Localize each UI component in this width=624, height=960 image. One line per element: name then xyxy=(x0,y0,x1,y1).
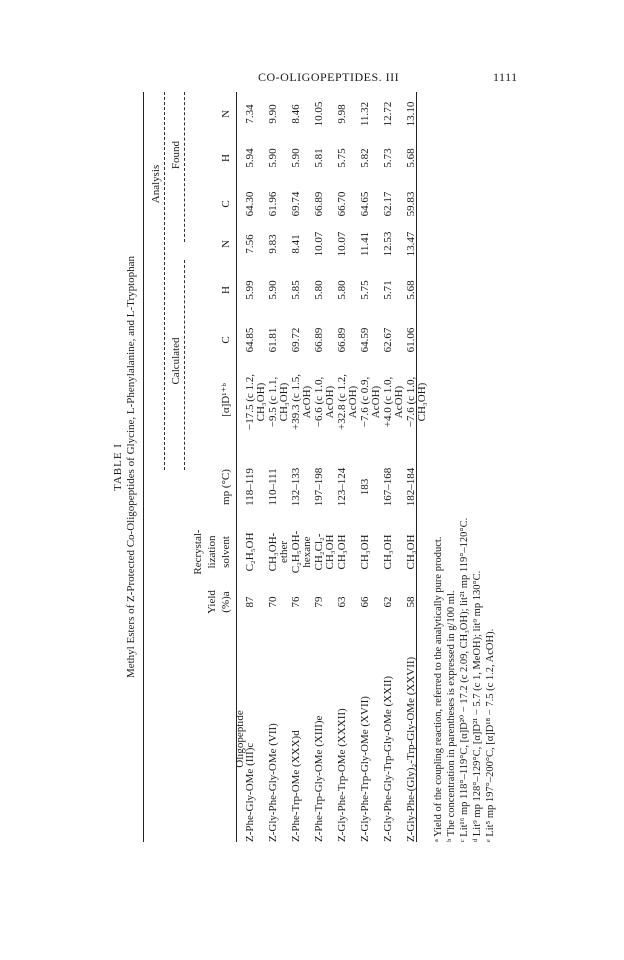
header-found-h: H xyxy=(220,154,232,162)
rule-found xyxy=(184,92,185,242)
rule-header xyxy=(236,92,237,842)
cell-rotation: CH₃OH) xyxy=(278,382,290,422)
cell-calc-n: 12.53 xyxy=(382,231,394,257)
cell-found-h: 5.94 xyxy=(244,148,256,168)
header-recryst-1: Recrystal- xyxy=(192,529,204,575)
cell-found-n: 9.90 xyxy=(267,104,279,124)
header-calculated: Calculated xyxy=(170,337,182,385)
cell-rotation: AcOH) xyxy=(347,385,359,419)
footnote-e: ᵉ Lit⁵ mp 197°–200°C, [α]D¹⁸ − 7.5 (c 1.2, AcOH). xyxy=(485,628,496,842)
cell-mp: 183 xyxy=(359,478,371,496)
footnote-b: ᵇ The concentration in parentheses is expressed in g/100 ml. xyxy=(446,590,457,842)
rule-top xyxy=(143,92,144,842)
cell-mp: 167–168 xyxy=(382,467,394,507)
cell-found-c: 66.70 xyxy=(336,191,348,217)
cell-yield: 63 xyxy=(336,596,348,608)
cell-calc-c: 61.81 xyxy=(267,327,279,353)
cell-rotation: +32.8 (c 1.2, xyxy=(336,374,348,430)
cell-solvent: C₂H₅OH- xyxy=(290,530,302,574)
cell-found-h: 5.73 xyxy=(382,148,394,168)
header-recryst-2: lization xyxy=(206,535,218,569)
oligopeptide-name: Z-Phe-Trp-Gly-OMe (XIII)e xyxy=(313,715,325,842)
footnote-a: ᵃ Yield of the coupling reaction, referred to the analytically pure product. xyxy=(433,536,444,842)
rotated-table xyxy=(112,92,552,842)
cell-solvent: CH₃OH xyxy=(382,534,394,570)
running-head xyxy=(0,70,624,90)
cell-calc-n: 8.41 xyxy=(290,234,302,254)
table-label: TABLE I xyxy=(112,443,124,491)
oligopeptide-name: Z-Gly-Phe-Gly-OMe (VII) xyxy=(267,723,279,842)
cell-found-h: 5.75 xyxy=(336,148,348,168)
cell-yield: 70 xyxy=(267,596,279,608)
cell-mp: 132–133 xyxy=(290,467,302,507)
header-rotation: [α]D¹⁺ᵇ xyxy=(220,383,232,417)
header-found-c: C xyxy=(220,200,232,208)
cell-found-c: 59.83 xyxy=(405,191,417,217)
cell-solvent: CH₃OH xyxy=(336,534,348,570)
cell-found-c: 69.74 xyxy=(290,191,302,217)
cell-rotation: +39.3 (c 1.5, xyxy=(290,374,302,430)
cell-mp: 197–198 xyxy=(313,467,325,507)
cell-calc-c: 66.89 xyxy=(313,327,325,353)
cell-calc-n: 10.07 xyxy=(336,231,348,257)
cell-calc-n: 11.41 xyxy=(359,231,371,257)
cell-found-n: 10.05 xyxy=(313,101,325,127)
header-found: Found xyxy=(170,140,182,170)
cell-found-h: 5.68 xyxy=(405,148,417,168)
oligopeptide-name: Z-Phe-Trp-OMe (XXX)d xyxy=(290,730,302,842)
cell-yield: 66 xyxy=(359,596,371,608)
oligopeptide-name: Z-Gly-Phe-Trp-OMe (XXXII) xyxy=(336,708,348,842)
header-mp: mp (°C) xyxy=(220,469,232,505)
cell-rotation: −9.5 (c 1.1, xyxy=(267,376,279,428)
cell-calc-h: 5.75 xyxy=(359,280,371,300)
cell-calc-n: 7.56 xyxy=(244,234,256,254)
cell-calc-h: 5.80 xyxy=(336,280,348,300)
header-calc-h: H xyxy=(220,286,232,294)
cell-calc-c: 61.06 xyxy=(405,327,417,353)
cell-rotation: CH₃OH) xyxy=(255,382,267,422)
header-calc-n: N xyxy=(220,240,232,248)
cell-solvent: hexane xyxy=(301,536,313,568)
cell-rotation: −6.6 (c 1.0, xyxy=(313,376,325,428)
cell-calc-h: 5.68 xyxy=(405,280,417,300)
header-calc-c: C xyxy=(220,336,232,344)
cell-rotation: −17.5 (c 1.2, xyxy=(244,374,256,430)
cell-solvent: CH₃OH xyxy=(359,534,371,570)
cell-found-n: 13.10 xyxy=(405,101,417,127)
cell-found-n: 9.98 xyxy=(336,104,348,124)
cell-rotation: −7.6 (c 0.9, xyxy=(359,376,371,428)
header-oligopeptide: Oligopeptide xyxy=(234,710,246,768)
cell-solvent: CH₃OH xyxy=(405,534,417,570)
rule-calculated xyxy=(184,260,185,470)
cell-solvent: ether xyxy=(278,541,290,563)
cell-calc-h: 5.85 xyxy=(290,280,302,300)
header-yield-2: (%)a xyxy=(220,591,232,613)
cell-calc-c: 66.89 xyxy=(336,327,348,353)
footnotes xyxy=(432,92,497,842)
header-recryst-3: solvent xyxy=(220,536,232,568)
cell-calc-h: 5.80 xyxy=(313,280,325,300)
oligopeptide-name: Z-Gly-Phe-(Gly)₂-Trp-Gly-OMe (XXVII) xyxy=(405,656,417,842)
page-number: 1111 xyxy=(493,70,518,84)
cell-found-c: 62.17 xyxy=(382,191,394,217)
oligopeptide-name: Z-Phe-Gly-OMe (III)c xyxy=(244,742,256,842)
oligopeptide-name: Z-Gly-Phe-Gly-Trp-Gly-OMe (XXII) xyxy=(382,675,394,842)
cell-rotation: AcOH) xyxy=(301,385,313,419)
cell-calc-c: 69.72 xyxy=(290,327,302,353)
cell-calc-h: 5.90 xyxy=(267,280,279,300)
cell-found-c: 64.30 xyxy=(244,191,256,217)
cell-found-n: 11.32 xyxy=(359,101,371,127)
cell-rotation: CH₃OH) xyxy=(416,382,428,422)
cell-calc-h: 5.71 xyxy=(382,280,394,300)
rule-bottom xyxy=(416,92,417,842)
header-found-n: N xyxy=(220,110,232,118)
cell-found-c: 61.96 xyxy=(267,191,279,217)
cell-calc-c: 62.67 xyxy=(382,327,394,353)
cell-found-n: 12.72 xyxy=(382,101,394,127)
cell-mp: 118–119 xyxy=(244,468,256,506)
cell-solvent: CH₂Cl₂- xyxy=(313,533,325,571)
cell-rotation: AcOH) xyxy=(324,385,336,419)
cell-solvent: C₂H₅OH xyxy=(244,532,256,572)
cell-calc-n: 9.83 xyxy=(267,234,279,254)
cell-found-n: 7.34 xyxy=(244,104,256,124)
header-analysis: Analysis xyxy=(150,164,162,204)
cell-found-h: 5.90 xyxy=(290,148,302,168)
footnote-c: ᶜ Lit¹⁶ mp 118°–119°C, [α]D²⁰ − 17.2 (c 2.09, CH₃OH); lit²¹ mp 119°–120°C. xyxy=(459,517,470,842)
cell-found-c: 66.89 xyxy=(313,191,325,217)
cell-solvent: CH₃OH- xyxy=(267,532,279,572)
cell-found-h: 5.81 xyxy=(313,148,325,168)
cell-found-h: 5.82 xyxy=(359,148,371,168)
cell-yield: 58 xyxy=(405,596,417,608)
cell-rotation: AcOH) xyxy=(393,385,405,419)
cell-yield: 79 xyxy=(313,596,325,608)
cell-calc-c: 64.85 xyxy=(244,327,256,353)
cell-mp: 182–184 xyxy=(405,467,417,507)
header-yield-1: Yield xyxy=(206,590,218,614)
cell-mp: 123–124 xyxy=(336,467,348,507)
cell-yield: 76 xyxy=(290,596,302,608)
cell-yield: 62 xyxy=(382,596,394,608)
cell-rotation: AcOH) xyxy=(370,385,382,419)
rule-analysis xyxy=(164,92,165,470)
oligopeptide-name: Z-Gly-Phe-Trp-Gly-OMe (XVII) xyxy=(359,696,371,842)
table-caption: Methyl Esters of Z-Protected Co-Oligopeptides of Glycine, L-Phenylalanine, and L-Tryptophan xyxy=(125,255,137,679)
cell-found-n: 8.46 xyxy=(290,104,302,124)
cell-found-h: 5.90 xyxy=(267,148,279,168)
cell-found-c: 64.65 xyxy=(359,191,371,217)
cell-calc-h: 5.99 xyxy=(244,280,256,300)
cell-yield: 87 xyxy=(244,596,256,608)
cell-solvent: CH₃OH xyxy=(324,534,336,570)
cell-rotation: +4.0 (c 1.0, xyxy=(382,376,394,428)
cell-rotation: −7.6 (c 1.0, xyxy=(405,376,417,428)
running-title: CO-OLIGOPEPTIDES. III xyxy=(258,70,400,84)
footnote-d: ᵈ Lit⁹ mp 128°–129°C, [α]D²¹ − 5.7 (c 1, MeOH); lit⁹ mp 130°C. xyxy=(472,570,483,842)
cell-calc-n: 13.47 xyxy=(405,231,417,257)
cell-calc-c: 64.59 xyxy=(359,327,371,353)
cell-calc-n: 10.07 xyxy=(313,231,325,257)
cell-mp: 110–111 xyxy=(267,468,279,506)
